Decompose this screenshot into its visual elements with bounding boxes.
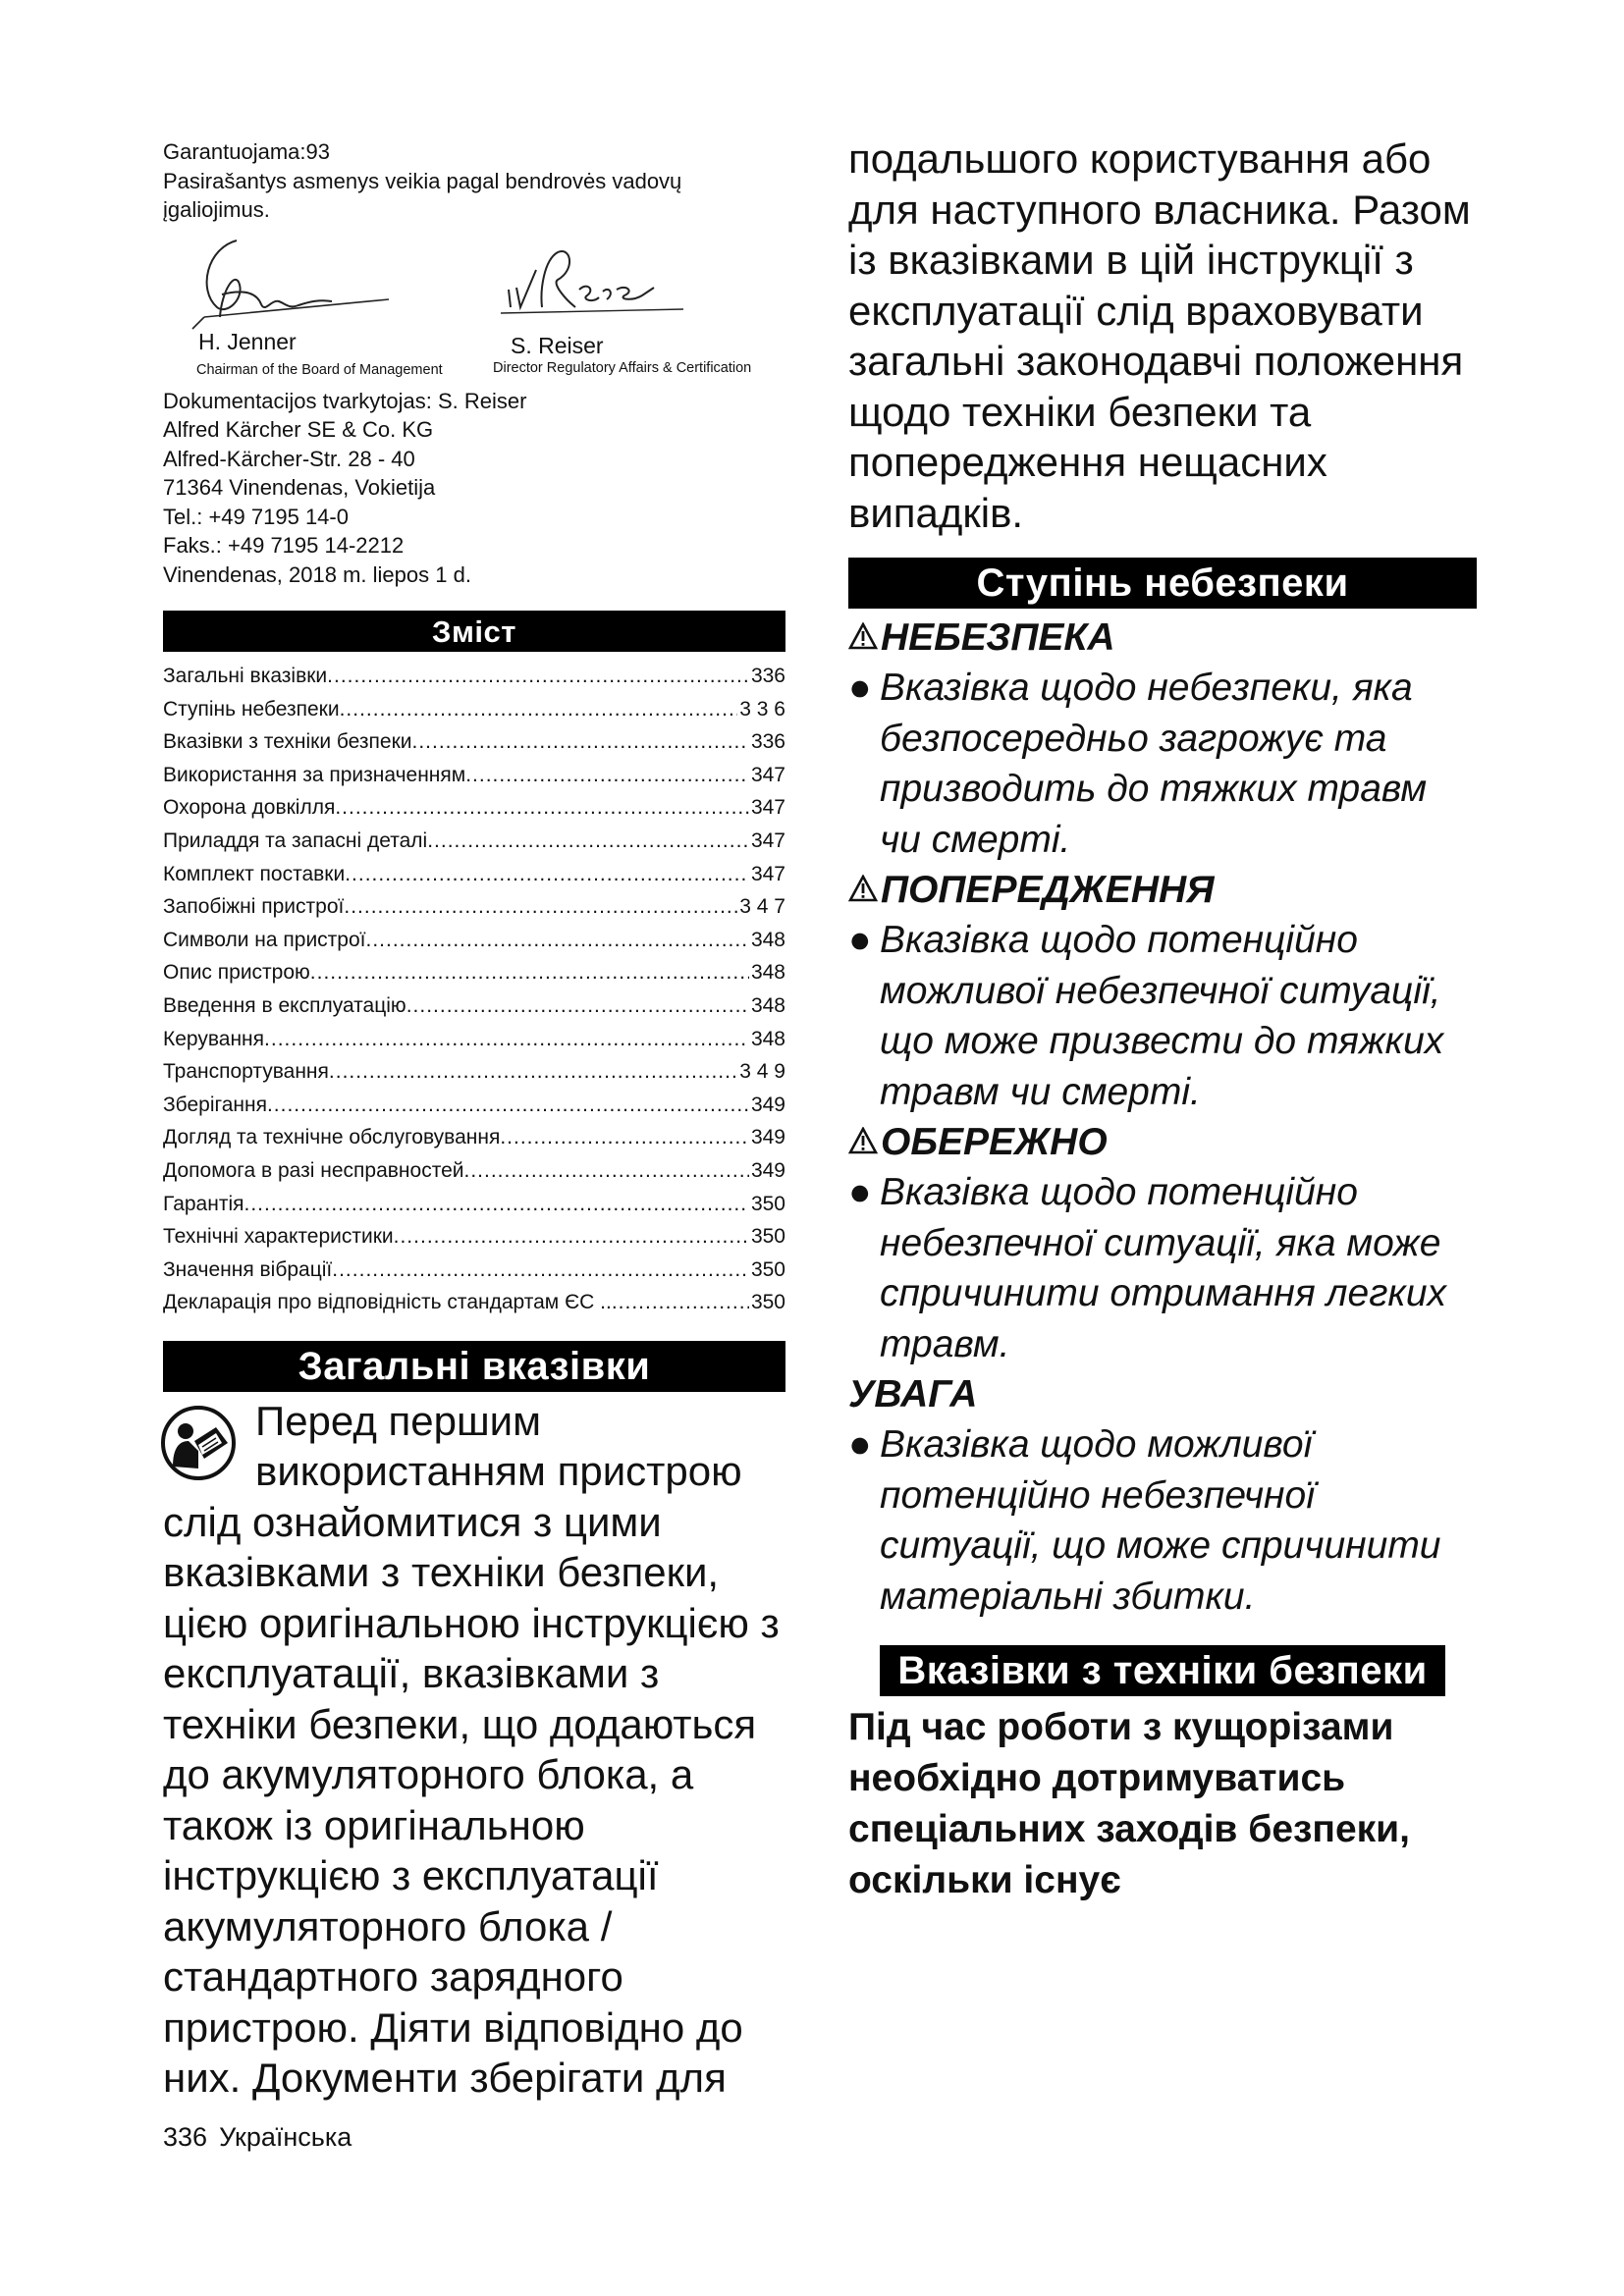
toc-entry-page: 347: [750, 828, 785, 852]
toc-entry: [163, 890, 785, 924]
contact-line: Vinendenas, 2018 m. liepos 1 d.: [163, 561, 471, 587]
toc-leader-dots: [332, 1254, 749, 1287]
toc-leader-dots: [612, 1286, 749, 1319]
toc-leader-dots: [335, 791, 749, 825]
footer-language: Українська: [219, 2122, 352, 2152]
toc-entry-page: 349: [750, 1158, 785, 1182]
safety-heading: Вказівки з техніки безпеки: [880, 1645, 1444, 1696]
toc-entry-title: Вказівки з техніки безпеки: [163, 730, 412, 754]
toc-entry: [163, 825, 785, 858]
toc-entry: [163, 1286, 785, 1319]
toc-leader-dots: [412, 725, 749, 759]
general-notes-heading: Загальні вказівки: [163, 1341, 785, 1392]
toc-entry: [163, 989, 785, 1023]
toc-entry: [163, 956, 785, 989]
contact-line: Faks.: +49 7195 14-2212: [163, 533, 405, 558]
safety-text: Під час роботи з кущорізами необхідно дотримуватись спеціальних заходів безпеки, оскільки існує: [848, 1706, 1410, 1901]
toc-entry-title: Допомога в разі несправностей: [163, 1158, 464, 1182]
toc-entry-page: 347: [750, 862, 785, 885]
contact-line: Alfred Kärcher SE & Co. KG: [163, 417, 434, 442]
header-line: Pasirašantys asmenys veikia pagal bendrovės vadovų: [163, 168, 682, 193]
hazard-level-label: [848, 1369, 1477, 1419]
toc-entry: [163, 1154, 785, 1188]
contact-block: [163, 387, 785, 590]
read-manual-icon: [159, 1402, 242, 1480]
toc-entry: [163, 693, 785, 726]
toc-entry: [163, 1089, 785, 1122]
left-column: [163, 137, 785, 2104]
toc-leader-dots: [329, 1055, 737, 1089]
toc-entry-title: Зберігання: [163, 1093, 267, 1116]
hazard-level-text: Вказівка щодо потенційно можливої небезпечної ситуації, що може призвести до тяжких травм чи смерті.: [880, 919, 1444, 1113]
toc-entry: [163, 858, 785, 891]
hazard-level-label: [848, 1117, 1477, 1167]
toc-leader-dots: [394, 1220, 749, 1254]
toc-entry-page: 348: [750, 961, 785, 985]
toc-leader-dots: [345, 858, 749, 891]
bullet-icon: ●: [848, 1423, 872, 1466]
hazard-level-name: УВАГА: [848, 1373, 978, 1415]
toc-entry: [163, 1188, 785, 1221]
right-column: [848, 133, 1477, 1906]
toc-leader-dots: [366, 924, 749, 957]
toc-entry-page: 349: [750, 1093, 785, 1116]
hazard-level-name: НЕБЕЗПЕКА: [881, 616, 1115, 659]
signer-name: S. Reiser: [511, 332, 604, 358]
toc-entry-title: Керування: [163, 1027, 265, 1050]
toc-entry-page: 3 4 7: [739, 895, 785, 919]
toc-leader-dots: [427, 825, 749, 858]
general-notes-body: [163, 1396, 785, 2104]
toc-entry: [163, 1023, 785, 1056]
hazard-level-text: Вказівка щодо потенційно небезпечної ситуації, яка може спричинити отримання легких травм.: [880, 1171, 1447, 1365]
toc-entry-page: 348: [750, 1027, 785, 1050]
bullet-icon: ●: [848, 667, 872, 709]
toc-entry-page: 347: [750, 763, 785, 786]
toc-entry: [163, 725, 785, 759]
danger-levels: [848, 613, 1477, 1622]
toc-entry-page: 348: [750, 993, 785, 1017]
danger-levels-heading: Ступінь небезпеки: [848, 558, 1477, 609]
header-line: įgaliojimus.: [163, 197, 270, 222]
toc-entry-title: Догляд та технічне обслуговування: [163, 1126, 501, 1149]
toc-entry-title: Опис пристрою: [163, 961, 310, 985]
toc-entry-title: Технічні характеристики: [163, 1225, 394, 1249]
toc-entry-page: 336: [750, 665, 785, 687]
guarantee-header: [163, 137, 785, 225]
hazard-level-label: [848, 613, 1477, 663]
hazard-level-description: [848, 1419, 1477, 1622]
toc-entry-page: 350: [750, 1291, 785, 1314]
continued-text: подальшого користування або для наступного власника. Разом із вказівками в цій інструкції з експлуатації слід враховувати загальні законодавчі положення щодо техніки безпеки та попередження нещасних випадків.: [848, 135, 1471, 536]
contact-line: 71364 Vinendenas, Vokietija: [163, 475, 436, 500]
warning-triangle-icon: [848, 622, 878, 650]
warning-triangle-icon: [848, 875, 878, 902]
hazard-level-description: [848, 663, 1477, 865]
toc-leader-dots: [500, 1121, 749, 1154]
toc-leader-dots: [406, 989, 749, 1023]
page-footer: [163, 2122, 363, 2153]
toc-entry-title: Значення вібрації: [163, 1257, 333, 1281]
signer-name: H. Jenner: [198, 328, 297, 354]
toc-leader-dots: [244, 1188, 748, 1221]
toc-entry-page: 350: [750, 1257, 785, 1281]
toc-leader-dots: [344, 890, 737, 924]
toc-entry-title: Запобіжні пристрої: [163, 895, 345, 919]
toc-entry-title: Охорона довкілля: [163, 796, 336, 820]
toc-entry: [163, 1220, 785, 1254]
hazard-level-text: Вказівка щодо небезпеки, яка безпосередньо загрожує та призводить до тяжких травм чи смерті.: [880, 667, 1428, 861]
toc-entry: [163, 1055, 785, 1089]
toc-leader-dots: [264, 1023, 749, 1056]
toc-leader-dots: [327, 660, 749, 693]
signatures: [163, 231, 785, 383]
hazard-level-description: [848, 1167, 1477, 1369]
warning-triangle-icon: [848, 1127, 878, 1154]
contact-line: Dokumentacijos tvarkytojas: S. Reiser: [163, 388, 527, 413]
contact-line: Tel.: +49 7195 14-0: [163, 504, 349, 529]
toc-entry: [163, 924, 785, 957]
toc-entry: [163, 1254, 785, 1287]
bullet-icon: ●: [848, 919, 872, 961]
table-of-contents: [163, 660, 785, 1319]
toc-entry-title: Комплект поставки: [163, 862, 346, 885]
hazard-level-label: [848, 865, 1477, 915]
toc-entry-title: Ступінь небезпеки: [163, 697, 340, 721]
page-number: 336: [163, 2122, 208, 2152]
hazard-level-name: ПОПЕРЕДЖЕННЯ: [881, 869, 1215, 911]
toc-entry-title: Гарантія: [163, 1192, 244, 1215]
bullet-icon: ●: [848, 1171, 872, 1213]
signer-title: Director Regulatory Affairs & Certification: [493, 359, 752, 376]
contact-line: Alfred-Kärcher-Str. 28 - 40: [163, 446, 415, 471]
toc-entry: [163, 791, 785, 825]
general-notes-text: Перед першим використанням пристрою слід ознайомитися з цими вказівками з техніки безпеки, цією оригінальною інструкцією з експлуатації, вказівками з техніки безпеки, що додаються до акумуляторного блока, а також із оригінальною інструкцією з експлуатації акумуляторного блока / стандартного зарядного пристрою. Діяти відповідно до них. Документи зберігати для: [163, 1397, 780, 2102]
toc-entry-page: 347: [750, 796, 785, 820]
toc-entry-title: Використання за призначенням: [163, 763, 466, 786]
toc-entry-page: 336: [750, 730, 785, 754]
toc-entry: [163, 759, 785, 792]
toc-entry-page: 3 3 6: [739, 697, 785, 721]
hazard-level-description: [848, 915, 1477, 1117]
toc-entry: [163, 660, 785, 693]
toc-entry-title: Приладдя та запасні деталі: [163, 828, 428, 852]
toc-entry-title: Транспортування: [163, 1060, 329, 1084]
toc-entry-title: Декларація про відповідність стандартам ЄС ..: [163, 1291, 612, 1314]
toc-leader-dots: [310, 956, 749, 989]
toc-heading: Зміст: [163, 611, 785, 652]
signer-title: Chairman of the Board of Management: [196, 361, 443, 378]
hazard-level-text: Вказівка щодо можливої потенційно небезпечної ситуації, що може спричинити матеріальні збитки.: [880, 1423, 1441, 1618]
toc-leader-dots: [465, 759, 749, 792]
toc-leader-dots: [464, 1154, 749, 1188]
toc-entry: [163, 1121, 785, 1154]
hazard-level-name: ОБЕРЕЖНО: [881, 1121, 1108, 1163]
toc-entry-title: Введення в експлуатацію: [163, 993, 406, 1017]
toc-entry-page: 350: [750, 1192, 785, 1215]
safety-heading-wrap: [848, 1645, 1477, 1696]
signature-reiser: [497, 231, 693, 329]
toc-entry-title: Загальні вказівки: [163, 665, 328, 687]
toc-entry-title: Символи на пристрої: [163, 928, 366, 951]
toc-entry-page: 350: [750, 1225, 785, 1249]
toc-entry-page: 348: [750, 928, 785, 951]
toc-entry-page: 3 4 9: [739, 1060, 785, 1084]
toc-leader-dots: [340, 693, 738, 726]
toc-leader-dots: [267, 1089, 749, 1122]
header-line: Garantuojama:93: [163, 139, 330, 164]
toc-entry-page: 349: [750, 1126, 785, 1149]
